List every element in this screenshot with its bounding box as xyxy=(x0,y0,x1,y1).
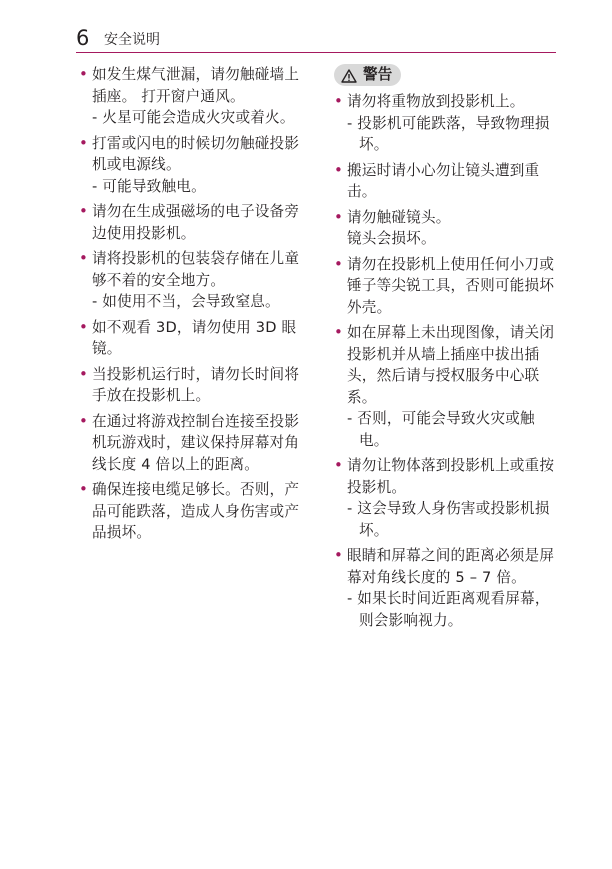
bullet-icon: • xyxy=(79,480,88,498)
item-text: 当投影机运行时，请勿长时间将手放在投影机上。 xyxy=(92,365,300,404)
bullet-icon: • xyxy=(79,249,88,267)
item-subtext: - 否则，可能会导致火灾或触电。 xyxy=(347,410,535,449)
item-subtext: - 如使用不当，会导致窒息。 xyxy=(92,293,280,310)
left-column xyxy=(79,64,307,548)
bullet-icon: • xyxy=(79,202,88,220)
item-text: 搬运时请小心勿让镜头遭到重击。 xyxy=(347,161,540,200)
bullet-icon: • xyxy=(334,456,343,474)
list-item xyxy=(79,201,307,244)
item-subtext: - 这会导致人身伤害或投影机损坏。 xyxy=(347,500,550,539)
item-text: 如在屏幕上未出现图像，请关闭投影机并从墙上插座中拔出插头，然后请与授权服务中心联系。 xyxy=(347,324,555,406)
item-text: 如不观看 3D，请勿使用 3D 眼镜。 xyxy=(92,318,297,357)
item-text: 确保连接电缆足够长。否则，产品可能跌落，造成人身伤害或产品损坏。 xyxy=(92,481,300,541)
list-item xyxy=(79,64,307,129)
bullet-icon: • xyxy=(334,546,343,564)
bullet-icon: • xyxy=(79,411,88,430)
bullet-icon: • xyxy=(79,133,88,152)
warning-triangle-icon xyxy=(341,68,357,82)
item-subtext: - 可能导致触电。 xyxy=(92,177,206,195)
bullet-icon: • xyxy=(79,364,88,383)
page-number: 6 xyxy=(76,26,90,50)
list-item xyxy=(334,91,560,156)
item-subtext: - 投影机可能跌落，导致物理损坏。 xyxy=(347,114,550,153)
bullet-icon: • xyxy=(334,92,343,110)
list-item xyxy=(79,133,307,198)
item-subtext: 镜头会损坏。 xyxy=(347,230,436,247)
item-text: 如发生煤气泄漏，请勿触碰墙上插座。 打开窗户通风。 xyxy=(92,66,300,105)
item-text: 请勿在生成强磁场的电子设备旁边使用投影机。 xyxy=(92,203,300,242)
list-item xyxy=(334,254,560,319)
page-header xyxy=(76,26,556,53)
bullet-icon: • xyxy=(334,160,343,179)
item-text: 在通过将游戏控制台连接至投影机玩游戏时，建议保持屏幕对角线长度 4 倍以上的距离。 xyxy=(92,412,300,473)
bullet-icon: • xyxy=(79,317,88,336)
list-item xyxy=(334,322,560,451)
list-item xyxy=(79,411,307,476)
list-item xyxy=(334,455,560,541)
warning-label: 警告 xyxy=(363,66,393,83)
list-item xyxy=(79,364,307,407)
list-item xyxy=(334,160,560,203)
item-text: 请勿在投影机上使用任何小刀或锤子等尖锐工具，否则可能损坏外壳。 xyxy=(347,255,555,316)
item-text: 请勿将重物放到投影机上。 xyxy=(347,93,525,110)
item-text: 请勿让物体落到投影机上或重按投影机。 xyxy=(347,457,555,496)
bullet-icon: • xyxy=(334,207,343,226)
item-text: 请将投影机的包装袋存储在儿童够不着的安全地方。 xyxy=(92,250,300,289)
item-text: 眼睛和屏幕之间的距离必须是屏幕对角线长度的 5 – 7 倍。 xyxy=(347,547,555,586)
item-text: 打雷或闪电的时候切勿触碰投影机或电源线。 xyxy=(92,134,300,173)
item-subtext: - 火星可能会造成火灾或着火。 xyxy=(92,109,295,126)
bullet-icon: • xyxy=(334,323,343,341)
list-item xyxy=(79,479,307,544)
bullet-icon: • xyxy=(79,65,88,83)
section-title: 安全说明 xyxy=(104,32,160,48)
list-item xyxy=(334,545,560,631)
item-subtext: - 如果长时间近距离观看屏幕，则会影响视力。 xyxy=(347,590,550,629)
list-item xyxy=(79,248,307,313)
warning-badge xyxy=(334,64,401,86)
bullet-icon: • xyxy=(334,254,343,273)
right-column xyxy=(334,64,560,635)
list-item xyxy=(79,317,307,360)
list-item xyxy=(334,207,560,250)
item-text: 请勿触碰镜头。 xyxy=(347,208,451,226)
